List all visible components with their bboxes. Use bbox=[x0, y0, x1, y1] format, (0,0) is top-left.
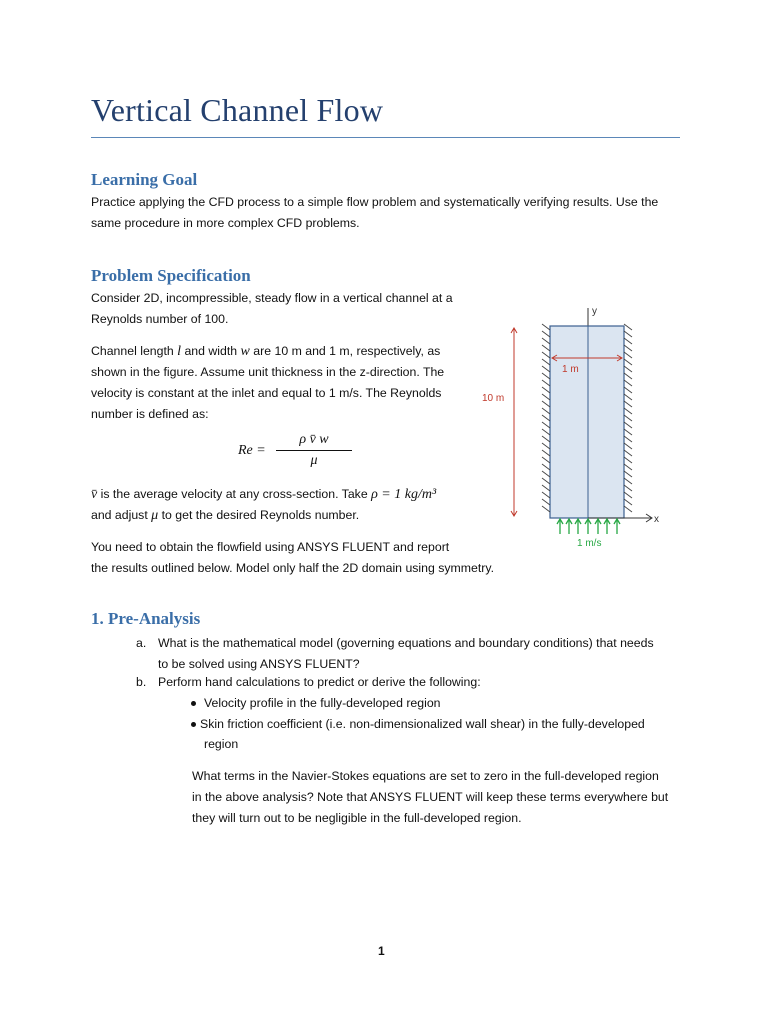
paragraph-line: You need to obtain the flowfield using ANSYS FLUENT and report bbox=[91, 540, 450, 554]
hatch-mark bbox=[542, 366, 550, 372]
hatch-mark bbox=[542, 359, 550, 365]
title-divider bbox=[91, 137, 680, 138]
hatch-mark bbox=[542, 415, 550, 421]
hatch-mark bbox=[542, 338, 550, 344]
hatch-mark bbox=[624, 478, 632, 484]
hatch-mark bbox=[624, 324, 632, 330]
note-line: they will turn out to be negligible in the full-developed region. bbox=[192, 811, 522, 825]
hatch-mark bbox=[542, 394, 550, 400]
hatch-mark bbox=[542, 352, 550, 358]
note-line: What terms in the Navier-Stokes equations are set to zero in the full-developed region bbox=[192, 769, 659, 783]
inlet-label: 1 m/s bbox=[577, 538, 602, 549]
list-marker-a: a. bbox=[136, 636, 147, 650]
list-marker-b: b. bbox=[136, 675, 147, 689]
pre-analysis-heading: 1. Pre-Analysis bbox=[91, 609, 201, 628]
hatch-mark bbox=[542, 331, 550, 337]
hatch-mark bbox=[542, 506, 550, 512]
hatch-mark bbox=[624, 443, 632, 449]
hatch-mark bbox=[624, 387, 632, 393]
paragraph-line: velocity is constant at the inlet and equal to 1 m/s. The Reynolds bbox=[91, 386, 442, 400]
channel-rect bbox=[550, 326, 624, 518]
hatch-mark bbox=[624, 457, 632, 463]
problem-paragraph-3 bbox=[91, 484, 436, 526]
hatch-mark bbox=[624, 422, 632, 428]
text-run: and width bbox=[181, 344, 241, 358]
hatch-mark bbox=[542, 380, 550, 386]
left-wall-hatch bbox=[542, 324, 550, 512]
hatch-mark bbox=[542, 478, 550, 484]
symbol-w: w bbox=[240, 344, 250, 359]
problem-paragraph-1 bbox=[91, 288, 453, 330]
text-run: Channel length bbox=[91, 344, 178, 358]
hatch-mark bbox=[542, 457, 550, 463]
learning-goal-text bbox=[91, 192, 658, 234]
hatch-mark bbox=[542, 387, 550, 393]
bullet-dot bbox=[191, 701, 196, 706]
hatch-mark bbox=[542, 485, 550, 491]
hatch-mark bbox=[542, 471, 550, 477]
inlet-velocity-arrows bbox=[557, 519, 620, 534]
page-number: 1 bbox=[378, 944, 385, 958]
paragraph-line: Reynolds number of 100. bbox=[91, 312, 229, 326]
paragraph-line: shown in the figure. Assume unit thickness in the z-direction. The bbox=[91, 365, 445, 379]
paragraph-line bbox=[91, 484, 436, 505]
length-label: 10 m bbox=[482, 393, 505, 404]
list-line: to be solved using ANSYS FLUENT? bbox=[158, 657, 360, 671]
hatch-mark bbox=[624, 366, 632, 372]
hatch-mark bbox=[542, 499, 550, 505]
hatch-mark bbox=[624, 450, 632, 456]
paragraph-line: the results outlined below. Model only half the 2D domain using symmetry. bbox=[91, 561, 495, 575]
bullet-dot bbox=[191, 722, 196, 727]
hatch-mark bbox=[624, 408, 632, 414]
hatch-mark bbox=[542, 429, 550, 435]
text-run: to get the desired Reynolds number. bbox=[158, 508, 360, 522]
learning-goal-line: same procedure in more complex CFD problems. bbox=[91, 216, 360, 230]
symbol-rho: ρ = 1 kg/m³ bbox=[371, 487, 437, 502]
paragraph-line bbox=[91, 505, 436, 526]
hatch-mark bbox=[542, 450, 550, 456]
hatch-mark bbox=[624, 429, 632, 435]
hatch-mark bbox=[542, 492, 550, 498]
hatch-mark bbox=[624, 394, 632, 400]
problem-spec-heading: Problem Specification bbox=[91, 266, 251, 285]
hatch-mark bbox=[624, 373, 632, 379]
right-wall-hatch bbox=[624, 324, 632, 512]
symbol-mu: μ bbox=[151, 508, 159, 523]
hatch-mark bbox=[624, 338, 632, 344]
equation-lhs: Re = bbox=[238, 443, 266, 458]
hatch-mark bbox=[624, 436, 632, 442]
hatch-mark bbox=[624, 380, 632, 386]
hatch-mark bbox=[542, 401, 550, 407]
y-axis-label: y bbox=[592, 306, 597, 317]
problem-paragraph-2 bbox=[91, 341, 444, 425]
hatch-mark bbox=[624, 352, 632, 358]
text-run: are 10 m and 1 m, respectively, as bbox=[249, 344, 441, 358]
x-axis-label: x bbox=[654, 514, 659, 525]
hatch-mark bbox=[624, 401, 632, 407]
bullet-item-1: Velocity profile in the fully-developed region bbox=[204, 696, 441, 710]
hatch-mark bbox=[624, 464, 632, 470]
equation-denominator: μ bbox=[310, 453, 318, 468]
hatch-mark bbox=[542, 443, 550, 449]
bullet-item-2-continued: region bbox=[204, 737, 239, 751]
symbol-vbar: v̄ bbox=[91, 487, 98, 502]
channel-diagram bbox=[470, 300, 670, 560]
hatch-mark bbox=[624, 471, 632, 477]
paragraph-line: Consider 2D, incompressible, steady flow in a vertical channel at a bbox=[91, 291, 453, 305]
hatch-mark bbox=[542, 408, 550, 414]
note-line: in the above analysis? Note that ANSYS FLUENT will keep these terms everywhere but bbox=[192, 790, 669, 804]
list-item-b: Perform hand calculations to predict or derive the following: bbox=[158, 675, 481, 689]
pre-analysis-note bbox=[192, 766, 668, 829]
hatch-mark bbox=[542, 436, 550, 442]
list-line: What is the mathematical model (governing equations and boundary conditions) that needs bbox=[158, 636, 654, 650]
hatch-mark bbox=[624, 485, 632, 491]
symbol-l: l bbox=[177, 344, 182, 359]
paragraph-line bbox=[91, 341, 444, 362]
hatch-mark bbox=[624, 499, 632, 505]
hatch-mark bbox=[542, 464, 550, 470]
hatch-mark bbox=[624, 415, 632, 421]
fraction-bar bbox=[276, 450, 352, 451]
equation-fraction bbox=[276, 432, 352, 469]
learning-goal-heading: Learning Goal bbox=[91, 170, 198, 189]
page-title: Vertical Channel Flow bbox=[91, 92, 384, 128]
hatch-mark bbox=[624, 345, 632, 351]
learning-goal-line: Practice applying the CFD process to a simple flow problem and systematically verifying results. Use the bbox=[91, 195, 659, 209]
bullet-item-2: Skin friction coefficient (i.e. non-dimensionalized wall shear) in the fully-developed bbox=[200, 717, 645, 731]
text-run: is the average velocity at any cross-section. Take bbox=[97, 487, 372, 501]
width-label: 1 m bbox=[562, 364, 579, 375]
hatch-mark bbox=[542, 422, 550, 428]
hatch-mark bbox=[542, 373, 550, 379]
hatch-mark bbox=[542, 324, 550, 330]
hatch-mark bbox=[542, 345, 550, 351]
hatch-mark bbox=[624, 506, 632, 512]
equation-numerator: ρ v̄ w bbox=[299, 432, 329, 447]
hatch-mark bbox=[624, 359, 632, 365]
list-item-a bbox=[158, 633, 654, 675]
problem-paragraph-4 bbox=[91, 537, 494, 579]
hatch-mark bbox=[624, 331, 632, 337]
hatch-mark bbox=[624, 492, 632, 498]
paragraph-line: number is defined as: bbox=[91, 407, 209, 421]
text-run: and adjust bbox=[91, 508, 152, 522]
